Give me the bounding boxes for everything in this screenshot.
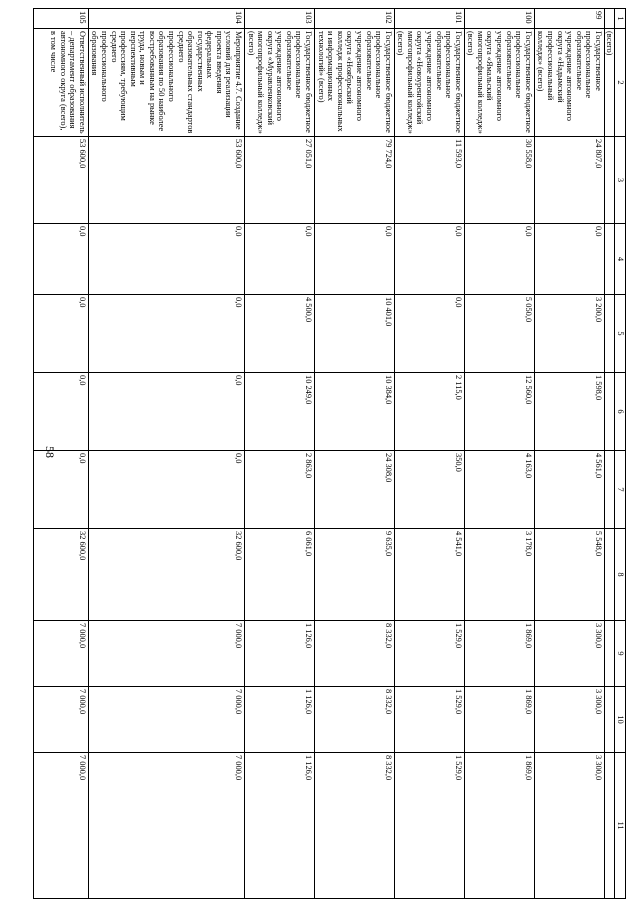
- row-name: Государственное бюджетное профессиональное образовательное учреждение автономного округа «Новоуренгойский многопрофильный колледж» (всего): [394, 29, 464, 137]
- table-body: [33, 9, 625, 899]
- budget-table: [33, 8, 626, 899]
- value-col-5: 0,0: [394, 295, 464, 373]
- table-row: [394, 9, 464, 899]
- value-col-8: 9 635,0: [315, 529, 395, 621]
- row-number: 103: [245, 9, 315, 29]
- column-header-4: 4: [615, 224, 626, 295]
- table-row: [88, 9, 244, 899]
- value-col-5: 10 401,0: [315, 295, 395, 373]
- value-col-8: 32 600,0: [33, 529, 88, 621]
- value-col-3: 24 807,0: [534, 137, 604, 224]
- page-number: 58: [43, 446, 57, 458]
- table-row: [534, 9, 604, 899]
- value-col-7: 2 863,0: [245, 451, 315, 529]
- table-row: [245, 9, 315, 899]
- row-name: Ответственный исполнитель – департамент образования автономного округа (всего), в том числе: [33, 29, 88, 137]
- value-col-8: 3 178,0: [464, 529, 534, 621]
- row-name: Государственное бюджетное профессиональное образовательное учреждение автономного округа «Ямальский многопрофильный колледж» (всего): [464, 29, 534, 137]
- value-col-11: 1 529,0: [394, 753, 464, 899]
- value-col-10: 1 529,0: [394, 687, 464, 753]
- value-col-6: 2 115,0: [394, 373, 464, 451]
- value-col-10: 7 000,0: [33, 687, 88, 753]
- column-header-row: [615, 9, 626, 899]
- value-col-7: 4 561,0: [534, 451, 604, 529]
- table-container: [49, 8, 626, 898]
- value-col-3: 53 600,0: [33, 137, 88, 224]
- column-header-1: 1: [615, 9, 626, 29]
- column-header-3: 3: [615, 137, 626, 224]
- continuation-cell-num: [604, 9, 615, 29]
- value-col-11: 1 126,0: [245, 753, 315, 899]
- value-col-5: 5 050,0: [464, 295, 534, 373]
- row-number: 104: [88, 9, 244, 29]
- row-number: 100: [464, 9, 534, 29]
- value-col-10: 1 126,0: [245, 687, 315, 753]
- row-name: Государственное профессиональное образовательное учреждение автономного округа «Надымский профессиональный колледж» (всего): [534, 29, 604, 137]
- value-col-10: 1 869,0: [464, 687, 534, 753]
- value-col-3: 53 600,0: [88, 137, 244, 224]
- value-col-9: 1 126,0: [245, 621, 315, 687]
- column-header-10: 10: [615, 687, 626, 753]
- value-col-3: 27 051,0: [245, 137, 315, 224]
- column-header-9: 9: [615, 621, 626, 687]
- column-header-11: 11: [615, 753, 626, 899]
- value-col-6: 12 560,0: [464, 373, 534, 451]
- rotated-page-content: [49, 8, 626, 898]
- column-header-5: 5: [615, 295, 626, 373]
- value-col-8: 32 600,0: [88, 529, 244, 621]
- value-col-3: 30 558,0: [464, 137, 534, 224]
- row-number: 102: [315, 9, 395, 29]
- value-col-5: 0,0: [33, 295, 88, 373]
- value-col-10: 3 300,0: [534, 687, 604, 753]
- value-col-9: 3 300,0: [534, 621, 604, 687]
- value-col-5: 3 200,0: [534, 295, 604, 373]
- value-col-5: 0,0: [88, 295, 244, 373]
- value-col-4: 0,0: [464, 224, 534, 295]
- value-col-7: 350,0: [394, 451, 464, 529]
- value-col-4: 0,0: [534, 224, 604, 295]
- value-col-6: 1 598,0: [534, 373, 604, 451]
- column-header-6: 6: [615, 373, 626, 451]
- value-col-8: 4 541,0: [394, 529, 464, 621]
- value-col-6: 10 384,0: [315, 373, 395, 451]
- value-col-11: 7 000,0: [88, 753, 244, 899]
- row-number: 101: [394, 9, 464, 29]
- value-col-10: 7 000,0: [88, 687, 244, 753]
- value-col-9: 1 529,0: [394, 621, 464, 687]
- value-col-4: 0,0: [315, 224, 395, 295]
- row-name: Государственное бюджетное профессиональное образовательное учреждение автономного округа «Ноябрьский колледж профессиональных и информационных технологий» (всего): [315, 29, 395, 137]
- value-col-9: 8 332,0: [315, 621, 395, 687]
- value-col-11: 1 869,0: [464, 753, 534, 899]
- value-col-10: 8 332,0: [315, 687, 395, 753]
- continuation-row: [604, 9, 615, 899]
- value-col-4: 0,0: [33, 224, 88, 295]
- table-row: [464, 9, 534, 899]
- table-row: [33, 9, 88, 899]
- row-name: Мероприятие 4.7. Создание условий для реализации проекта введения федеральных государственных образовательных стандартов среднего профессионального образования по 50 наиболее востребованным на рынке труда, новым и перспективным профессиям, требующим среднего профессионального образования: [88, 29, 244, 137]
- row-number: 105: [33, 9, 88, 29]
- value-col-3: 79 724,0: [315, 137, 395, 224]
- value-col-5: 4 500,0: [245, 295, 315, 373]
- value-col-9: 7 000,0: [33, 621, 88, 687]
- column-header-2: 2: [615, 29, 626, 137]
- value-col-9: 7 000,0: [88, 621, 244, 687]
- value-col-4: 0,0: [88, 224, 244, 295]
- value-col-9: 1 869,0: [464, 621, 534, 687]
- value-col-11: 8 332,0: [315, 753, 395, 899]
- value-col-11: 3 300,0: [534, 753, 604, 899]
- table-row: [315, 9, 395, 899]
- value-col-7: 24 308,0: [315, 451, 395, 529]
- row-name: Государственное бюджетное профессиональное образовательное учреждение автономного округа «Муравленковский многопрофильный колледж» (всего): [245, 29, 315, 137]
- value-col-7: 0,0: [88, 451, 244, 529]
- value-col-7: 4 163,0: [464, 451, 534, 529]
- column-header-7: 7: [615, 451, 626, 529]
- value-col-3: 11 593,0: [394, 137, 464, 224]
- value-col-4: 0,0: [394, 224, 464, 295]
- value-col-6: 0,0: [33, 373, 88, 451]
- continuation-label: (всего): [604, 29, 615, 137]
- row-number: 99: [534, 9, 604, 29]
- value-col-8: 5 548,0: [534, 529, 604, 621]
- column-header-8: 8: [615, 529, 626, 621]
- value-col-8: 6 061,0: [245, 529, 315, 621]
- value-col-7: 0,0: [33, 451, 88, 529]
- value-col-6: 0,0: [88, 373, 244, 451]
- value-col-11: 7 000,0: [33, 753, 88, 899]
- value-col-4: 0,0: [245, 224, 315, 295]
- value-col-6: 10 249,0: [245, 373, 315, 451]
